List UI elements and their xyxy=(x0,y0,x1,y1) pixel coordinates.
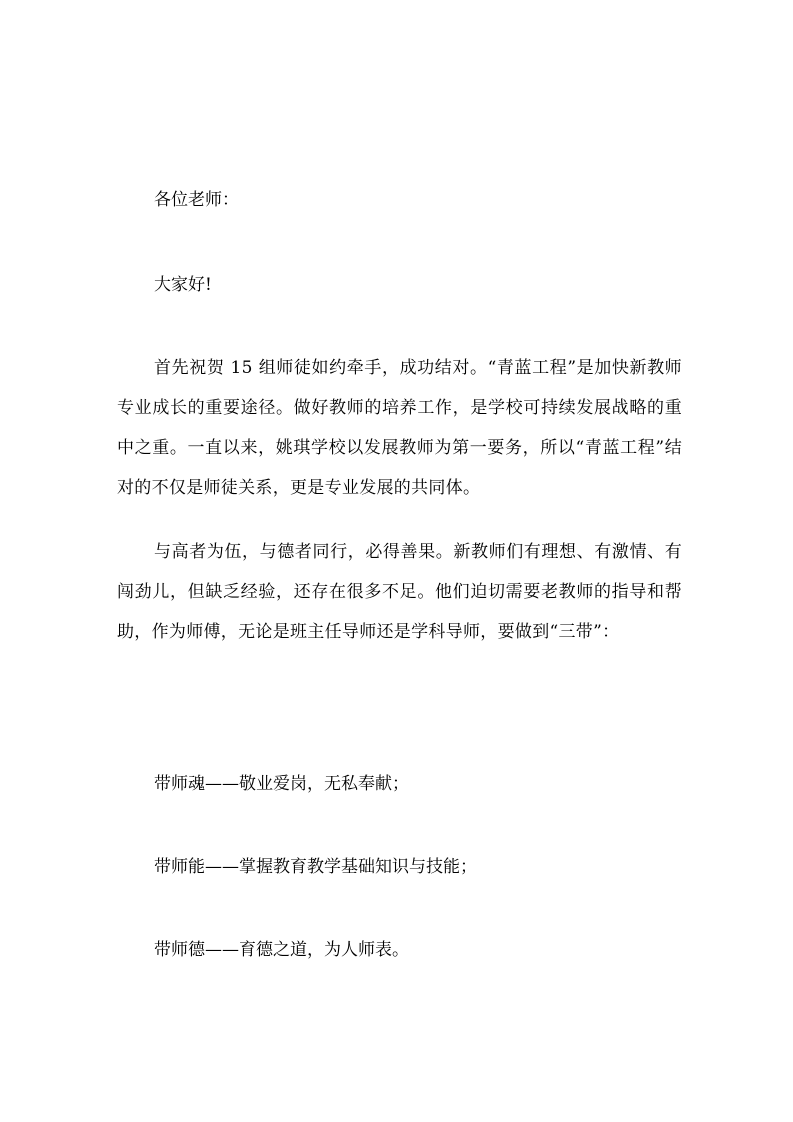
list-item-soul: 带师魂——敬业爱岗，无私奉献； xyxy=(154,774,409,794)
paragraph-1: 首先祝贺 15 组师徒如约牵手，成功结对。“青蓝工程”是加快新教师专业成长的重要途径。做好教师的培养工作，是学校可持续发展战略的重中之重。一直以来，姚琪学校以发展教师为第一要务，所以“青蓝工程”结对的不仅是师徒关系，更是专业发展的共同体。 xyxy=(117,358,682,498)
paragraph-2: 与高者为伍，与德者同行，必得善果。新教师们有理想、有激情、有闯劲儿，但缺乏经验，还存在很多不足。他们迫切需要老教师的指导和帮助，作为师傅，无论是班主任导师还是学科导师，要做到“三带”： xyxy=(117,542,682,642)
list-item-virtue: 带师德——育德之道，为人师表。 xyxy=(154,940,409,960)
list-item-ability: 带师能——掌握教育教学基础知识与技能； xyxy=(154,857,477,877)
greeting: 大家好! xyxy=(154,275,212,295)
salutation: 各位老师： xyxy=(154,190,239,210)
